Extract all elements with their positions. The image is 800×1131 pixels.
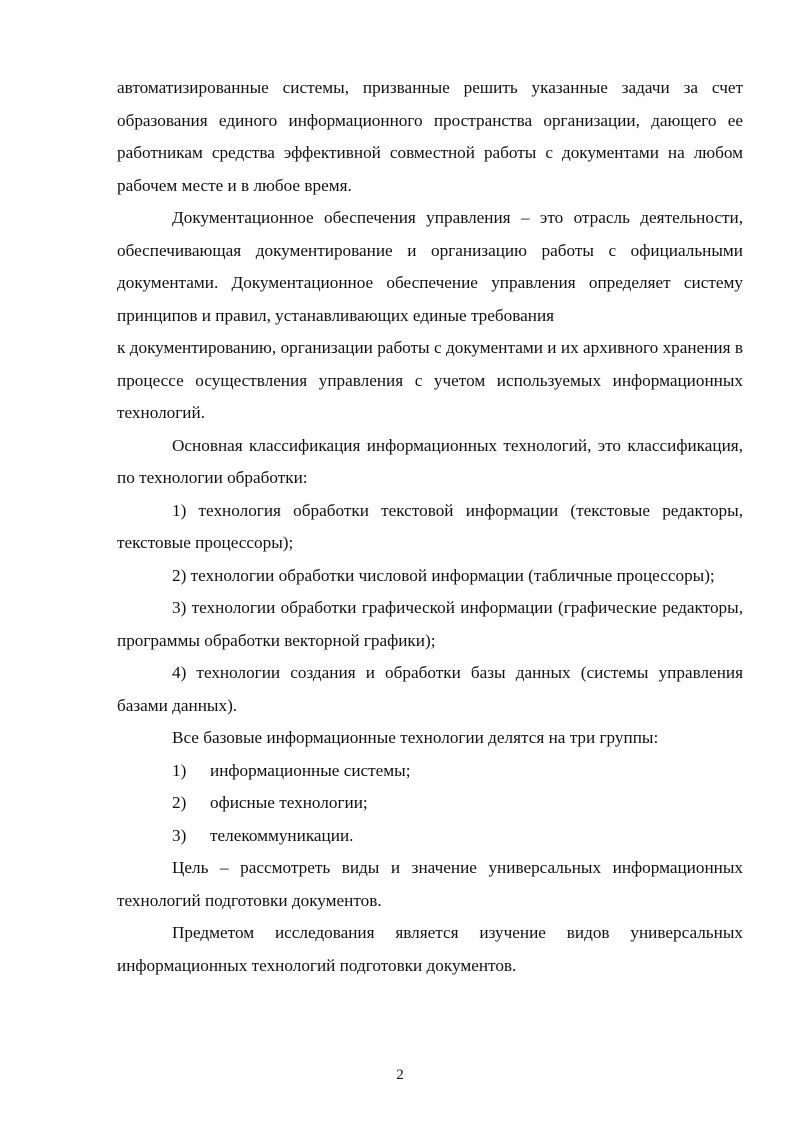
paragraph: Все базовые информационные технологии делятся на три группы: xyxy=(172,728,659,747)
body-text xyxy=(117,72,743,982)
paragraph: 1) технология обработки текстовой информации (текстовые редакторы, текстовые процессоры); xyxy=(117,500,743,552)
paragraph: к документированию, организации работы с документами и их архивного хранения в процессе осуществления управления с учетом используемых информационных технологий. xyxy=(117,338,743,422)
paragraph: 3) технологии обработки графической информации (графические редакторы, программы обработки векторной графики); xyxy=(117,598,743,650)
paragraph: Документационное обеспечения управления – это отрасль деятельности, обеспечивающая документирование и организацию работы с официальными документами. Документационное обеспечение управления определяет систему принципов и правил, устанавливающих единые требования xyxy=(117,208,743,325)
list-item xyxy=(117,755,743,788)
paragraph: Основная классификация информационных технологий, это классификация, по технологии обработки: xyxy=(117,435,743,487)
list-text: информационные системы; xyxy=(210,760,411,780)
paragraph: автоматизированные системы, призванные решить указанные задачи за счет образования единого информационного пространства организации, дающего ее работникам средства эффективной совместной работы с документами на любом рабочем месте и в любое время. xyxy=(117,78,743,195)
paragraph: Цель – рассмотреть виды и значение универсальных информационных технологий подготовки документов. xyxy=(117,858,743,910)
list-item xyxy=(117,787,743,820)
page-number: 2 xyxy=(396,1067,404,1083)
list-text: телекоммуникации. xyxy=(210,825,354,845)
list-number: 2) xyxy=(172,793,187,812)
paragraph: 2) технологии обработки числовой информации (табличные процессоры); xyxy=(172,565,715,585)
list-item xyxy=(117,820,743,853)
list-text: офисные технологии; xyxy=(210,793,368,812)
list-number: 3) xyxy=(172,825,187,845)
list-number: 1) xyxy=(172,760,187,780)
paragraph: 4) технологии создания и обработки базы данных (системы управления базами данных). xyxy=(117,663,743,715)
paragraph: Предметом исследования является изучение видов универсальных информационных технологий подготовки документов. xyxy=(117,923,743,975)
